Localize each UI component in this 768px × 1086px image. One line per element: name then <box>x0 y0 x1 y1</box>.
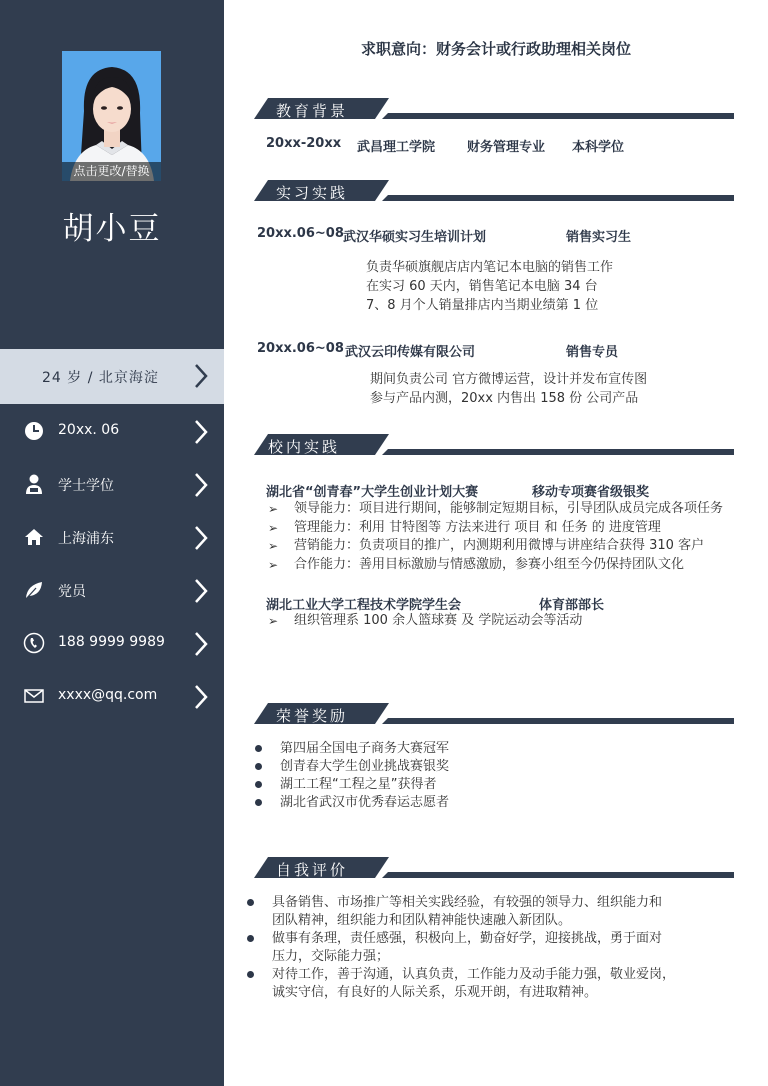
info-item-label: xxxx@qq.com <box>58 687 158 703</box>
info-item-label: 188 9999 9989 <box>58 634 165 650</box>
list-line: 诚实守信，有良好的人际关系，乐观开朗，有进取精神。 <box>272 985 598 1000</box>
list-item: ➢ 领导能力：项目进行期间，能够制定短期目标，引导团队成员完成各项任务 <box>268 500 723 519</box>
list-item: ➢ 组织管理系 100 余人篮球赛 及 学院运动会等活动 <box>268 612 582 631</box>
info-item-party[interactable] <box>0 571 224 611</box>
chevron-right-icon <box>192 630 210 658</box>
job-detail-line: 在实习 60 天内，销售笔记本电脑 34 台 <box>366 279 598 294</box>
list-item: ➢ 营销能力：负责项目的推广，内测期利用微博与讲座结合获得 310 客户 <box>268 537 723 556</box>
chevron-right-icon <box>192 362 210 390</box>
job-company: 武汉华硕实习生培训计划 <box>343 230 487 245</box>
chevron-right-icon <box>192 471 210 499</box>
education-school: 武昌理工学院 <box>357 140 436 155</box>
home-icon <box>23 526 45 548</box>
section-header-honors <box>254 701 734 731</box>
job-role: 销售实习生 <box>566 230 632 245</box>
info-item-label: 20xx. 06 <box>58 422 120 438</box>
activity-award: 移动专项赛省级银奖 <box>532 485 650 500</box>
self-eval-list <box>246 894 675 1002</box>
info-item-email[interactable] <box>0 677 224 717</box>
job-detail-line: 参与产品内测，20xx 内售出 158 份 公司产品 <box>370 391 639 406</box>
activity-name: 湖北省“创青春”大学生创业计划大赛 <box>266 485 479 500</box>
list-line: 具备销售、市场推广等相关实践经验，有较强的领导力、组织能力和 <box>272 895 663 910</box>
job-detail-line: 期间负责公司 官方微博运营，设计并发布宣传图 <box>370 372 648 387</box>
list-item: ➢ 管理能力：利用 甘特图等 方法来进行 项目 和 任务 的 进度管理 <box>268 519 723 538</box>
profile-photo[interactable] <box>62 51 161 181</box>
honors-list <box>254 740 449 812</box>
age-location-text: 24 岁 / 北京海淀 <box>42 370 159 386</box>
section-title: 校内实践 <box>268 438 341 456</box>
chevron-right-icon <box>192 418 210 446</box>
job-detail-line: 7、8 月个人销量排店内当期业绩第 1 位 <box>366 298 599 313</box>
candidate-name: 胡小豆 <box>62 211 162 247</box>
leaf-icon <box>23 579 45 601</box>
section-title: 自我评价 <box>276 861 349 879</box>
photo-change-label[interactable]: 点击更改/替换 <box>62 162 161 181</box>
section-title: 荣誉奖励 <box>276 707 349 725</box>
clock-icon <box>23 420 45 442</box>
list-item: 创青春大学生创业挑战赛银奖 <box>254 758 449 776</box>
mail-icon <box>23 685 45 707</box>
sidebar <box>0 0 224 1086</box>
list-item: 湖北省武汉市优秀春运志愿者 <box>254 794 449 812</box>
list-line: 压力，交际能力强； <box>272 949 390 964</box>
section-header-campus <box>254 432 734 462</box>
job-company: 武汉云印传媒有限公司 <box>345 345 476 360</box>
job-detail-line: 负责华硕旗舰店店内笔记本电脑的销售工作 <box>366 260 614 275</box>
job-role: 销售专员 <box>566 345 619 360</box>
chevron-right-icon <box>192 683 210 711</box>
list-item: 湖工工程“工程之星”获得者 <box>254 776 449 794</box>
user-icon <box>23 473 45 495</box>
job-details <box>370 370 647 408</box>
info-item-label: 党员 <box>58 584 86 600</box>
list-line: 做事有条理，责任感强，积极向上，勤奋好学，迎接挑战，勇于面对 <box>272 931 663 946</box>
education-period: 20xx-20xx <box>266 136 342 151</box>
education-degree: 本科学位 <box>572 140 625 155</box>
info-item-phone[interactable] <box>0 624 224 664</box>
list-line: 团队精神，组织能力和团队精神能快速融入新团队。 <box>272 913 572 928</box>
list-line: 对待工作，善于沟通，认真负责，工作能力及动手能力强，敬业爱岗， <box>272 967 676 982</box>
chevron-right-icon <box>192 577 210 605</box>
info-item-date[interactable] <box>0 412 224 452</box>
job-details <box>366 258 613 315</box>
education-major: 财务管理专业 <box>467 140 546 155</box>
info-item-label: 上海浦东 <box>58 531 114 547</box>
activity-award: 体育部部长 <box>539 598 605 613</box>
activity-points <box>268 500 723 574</box>
phone-icon <box>23 632 45 654</box>
list-item: 第四届全国电子商务大赛冠军 <box>254 740 449 758</box>
info-item-degree[interactable] <box>0 465 224 505</box>
list-item: ➢ 合作能力：善用目标激励与情感激励，参赛小组至今仍保持团队文化 <box>268 556 723 575</box>
section-header-internship <box>254 178 734 208</box>
job-period: 20xx.06~08 <box>257 226 344 241</box>
job-period: 20xx.06~08 <box>257 341 344 356</box>
list-item <box>246 894 675 930</box>
activity-points <box>268 612 582 631</box>
job-objective: 求职意向：财务会计或行政助理相关岗位 <box>360 40 631 58</box>
section-header-self-eval <box>254 855 734 885</box>
info-item-label: 学士学位 <box>58 478 114 494</box>
section-title: 教育背景 <box>276 102 349 120</box>
section-header-education <box>254 96 734 126</box>
chevron-right-icon <box>192 524 210 552</box>
activity-name: 湖北工业大学工程技术学院学生会 <box>266 598 462 613</box>
age-location-bar[interactable] <box>0 349 224 404</box>
list-item <box>246 966 675 1002</box>
list-item <box>246 930 675 966</box>
info-item-location[interactable] <box>0 518 224 558</box>
section-title: 实习实践 <box>276 184 349 202</box>
